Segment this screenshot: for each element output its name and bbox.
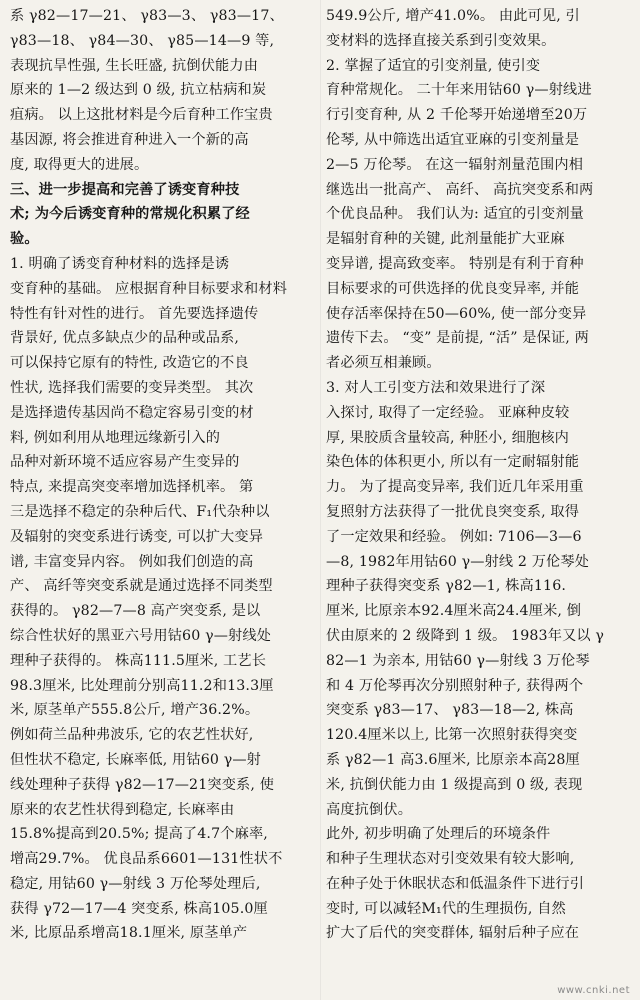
text-line: 术; 为今后诱变育种的常规化积累了经: [10, 206, 250, 223]
text-line: 变时, 可以减轻M₁代的生理损伤, 自然: [326, 900, 566, 917]
text-line: 特点, 来提高突变率增加选择机率。 第: [10, 479, 254, 496]
text-line: 综合性状好的黑亚六号用钴60 γ—射线处: [10, 627, 272, 644]
text-line: 3. 对人工引变方法和效果进行了深: [326, 379, 546, 396]
text-line: 例如荷兰品种弗波乐, 它的农艺性状好,: [10, 727, 254, 744]
text-line: 高度抗倒伏。: [326, 801, 413, 818]
text-line: 和 4 万伦琴再次分别照射种子, 获得两个: [326, 677, 584, 694]
text-line: 原来的农艺性状得到稳定, 长麻率由: [10, 801, 235, 818]
text-line: 和种子生理状态对引变效果有较大影响,: [326, 851, 575, 868]
text-line: 米, 原茎单产555.8公斤, 增产36.2%。: [10, 702, 260, 719]
text-line: 但性状不稳定, 长麻率低, 用钴60 γ—射: [10, 751, 262, 768]
text-line: 使存活率保持在50—60%, 使一部分变异: [326, 305, 587, 322]
text-line: 2. 掌握了适宜的引变剂量, 使引变: [326, 57, 541, 74]
text-line: 线处理种子获得 γ82—17—21突变系, 使: [10, 776, 275, 793]
text-line: 是辐射育种的关键, 此剂量能扩大亚麻: [326, 231, 565, 248]
text-line: 变育种的基础。 应根据育种目标要求和材料: [10, 280, 288, 297]
text-line: 米, 抗倒伏能力由 1 级提高到 0 级, 表现: [326, 776, 583, 793]
text-line: 三、进一步提高和完善了诱变育种技: [10, 181, 240, 198]
text-line: 系 γ82—1 高3.6厘米, 比原亲本高28厘: [326, 751, 580, 768]
text-line: 度, 取得更大的进展。: [10, 156, 149, 173]
right-column: [326, 4, 628, 1000]
text-line: 在种子处于休眠状态和低温条件下进行引: [326, 875, 585, 892]
text-line: 变材料的选择直接关系到引变效果。: [326, 32, 556, 49]
text-line: 变异谱, 提高致变率。 特别是有利于育种: [326, 255, 584, 272]
text-line: 伏由原来的 2 级降到 1 级。 1983年又以 γ: [326, 627, 605, 644]
left-column: [10, 4, 312, 1000]
text-line: 入探讨, 取得了一定经验。 亚麻种皮较: [326, 404, 570, 421]
text-line: 98.3厘米, 比处理前分别高11.2和13.3厘: [10, 677, 274, 694]
text-line: 三是选择不稳定的杂种后代、F₁代杂种以: [10, 503, 270, 520]
text-line: 厘米, 比原亲本92.4厘米高24.4厘米, 倒: [326, 603, 582, 620]
text-line: 82—1 为亲本, 用钴60 γ—射线 3 万伦琴: [326, 652, 590, 669]
text-line: 系 γ82—17—21、 γ83—3、 γ83—17、: [10, 8, 284, 24]
text-line: 是选择遗传基因尚不稳定容易引变的材: [10, 404, 254, 421]
text-line: —8, 1982年用钴60 γ—射线 2 万伦琴处: [326, 553, 590, 570]
text-line: 1. 明确了诱变育种材料的选择是诱: [10, 255, 230, 272]
text-line: 产、 高纤等突变系就是通过选择不同类型: [10, 578, 273, 595]
text-line: 品种对新环境不适应容易产生变异的: [10, 454, 240, 471]
text-line: 原来的 1—2 级达到 0 级, 抗立枯病和炭: [10, 82, 267, 99]
text-line: 育种常规化。 二十年来用钴60 γ—射线进: [326, 82, 592, 99]
text-line: 疽病。 以上这批材料是今后育种工作宝贵: [10, 107, 273, 124]
text-line: 可以保持它原有的特性, 改造它的不良: [10, 355, 249, 372]
text-line: 此外, 初步明确了处理后的环境条件: [326, 826, 551, 843]
text-line: 了一定效果和经验。 例如: 7106—3—6: [326, 528, 582, 545]
text-line: 性状, 选择我们需要的变异类型。 其次: [10, 379, 254, 396]
text-line: 增高29.7%。 优良品系6601—131性状不: [10, 851, 283, 868]
text-line: 获得 γ72—17—4 突变系, 株高105.0厘: [10, 900, 268, 917]
text-line: 120.4厘米以上, 比第一次照射获得突变: [326, 727, 578, 744]
text-line: 扩大了后代的突变群体, 辐射后种子应在: [326, 925, 580, 942]
text-line: 稳定, 用钴60 γ—射线 3 万伦琴处理后,: [10, 875, 261, 892]
text-line: 理种子获得突变系 γ82—1, 株高116.: [326, 578, 567, 595]
text-line: 厚, 果胶质含量较高, 种胚小, 细胞核内: [326, 429, 570, 446]
column-gutter: [320, 0, 321, 1000]
text-line: 谱, 丰富变异内容。 例如我们创造的高: [10, 553, 254, 570]
text-line: 2—5 万伦琴。 在这一辐射剂量范围内相: [326, 156, 584, 173]
text-line: 理种子获得的。 株高111.5厘米, 工艺长: [10, 652, 267, 669]
text-line: 及辐射的突变系进行诱变, 可以扩大变异: [10, 528, 264, 545]
two-column-layout: [10, 4, 628, 1000]
text-line: 遗传下去。 “变” 是前提, “活” 是保证, 两: [326, 330, 589, 347]
text-line: 背景好, 优点多缺点少的品种或品系,: [10, 330, 240, 347]
text-line: 特性有针对性的进行。 首先要选择遗传: [10, 305, 259, 322]
text-line: 549.9公斤, 增产41.0%。 由此可见, 引: [326, 8, 580, 24]
text-line: 染色体的体积更小, 所以有一定耐辐射能: [326, 454, 580, 471]
site-watermark: www.cnki.net: [557, 985, 630, 996]
text-line: 突变系 γ83—17、 γ83—18—2, 株高: [326, 702, 574, 719]
text-line: 表现抗旱性强, 生长旺盛, 抗倒伏能力由: [10, 57, 259, 74]
text-line: 个优良品种。 我们认为: 适宜的引变剂量: [326, 206, 584, 223]
text-line: 力。 为了提高变异率, 我们近几年采用重: [326, 479, 584, 496]
text-line: 复照射方法获得了一批优良突变系, 取得: [326, 503, 580, 520]
text-line: 验。: [10, 231, 39, 248]
text-line: 伦琴, 从中筛选出适宜亚麻的引变剂量是: [326, 131, 580, 148]
text-line: 15.8%提高到20.5%; 提高了4.7个麻率,: [10, 826, 268, 843]
text-line: 继选出一批高产、 高纤、 高抗突变系和两: [326, 181, 594, 198]
text-line: 目标要求的可供选择的优良变异率, 并能: [326, 280, 580, 297]
text-line: γ83—18、 γ84—30、 γ85—14—9 等,: [10, 32, 275, 49]
text-line: 基因源, 将会推进育种进入一个新的高: [10, 131, 249, 148]
text-line: 米, 比原品系增高18.1厘米, 原茎单产: [10, 925, 248, 942]
text-line: 行引变育种, 从 2 千伦琴开始递增至20万: [326, 107, 588, 124]
text-line: 料, 例如利用从地理远缘新引入的: [10, 429, 221, 446]
text-line: 获得的。 γ82—7—8 高产突变系, 是以: [10, 603, 261, 620]
text-line: 者必须互相兼顾。: [326, 355, 441, 372]
